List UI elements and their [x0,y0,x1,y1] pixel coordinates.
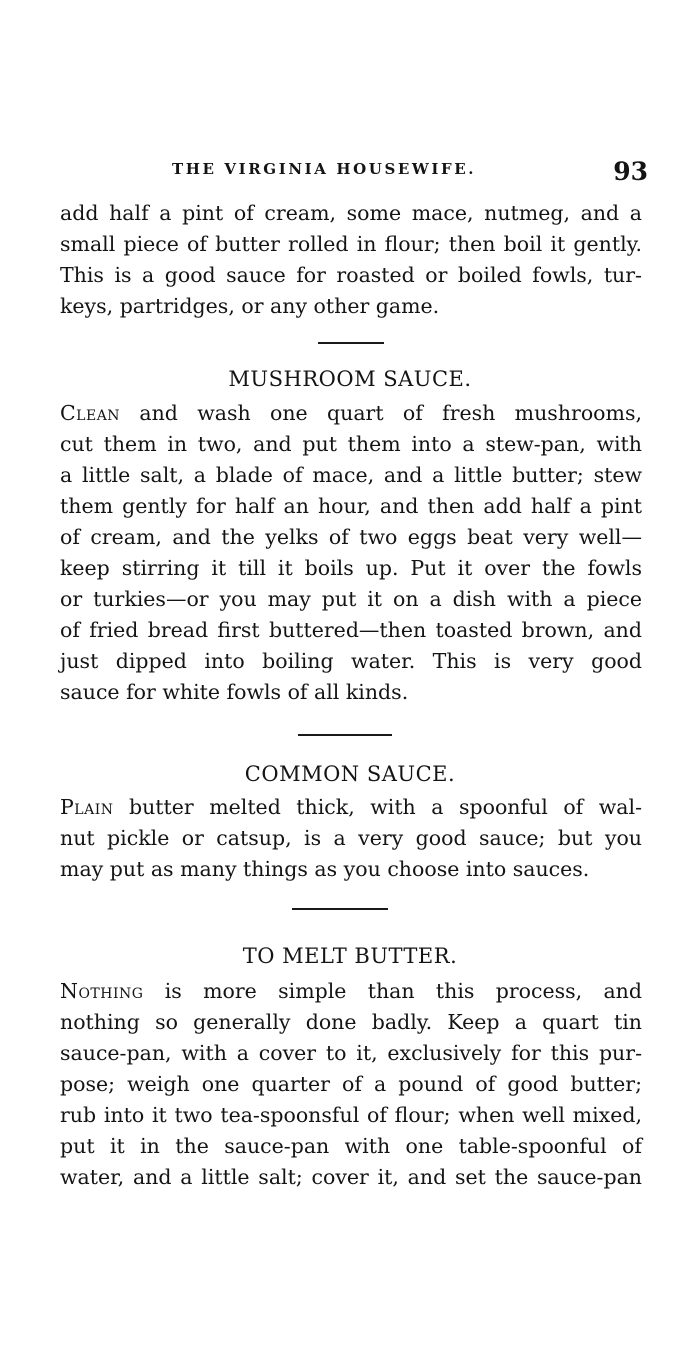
text-line: This is a good sauce for roasted or boiled fowls, tur- [60,263,642,287]
text-line: cut them in two, and put them into a stew-pan, with [60,432,642,456]
section-heading-to-melt-butter: TO MELT BUTTER. [242,944,458,968]
text-line: keys, partridges, or any other game. [60,294,440,318]
text-line: Plain butter melted thick, with a spoonful of wal- [60,795,642,819]
text-line: of fried bread first buttered—then toasted brown, and [60,618,642,642]
text-line: Clean and wash one quart of fresh mushrooms, [60,401,642,425]
text-line: add half a pint of cream, some mace, nutmeg, and a [60,201,642,225]
text-line: them gently for half an hour, and then add half a pint [60,494,642,518]
common-sauce-paragraph [60,792,642,885]
melt-butter-paragraph [60,976,642,1193]
mushroom-sauce-paragraph [60,398,642,708]
text-line: of cream, and the yelks of two eggs beat very well— [60,525,642,549]
intro-paragraph [60,198,642,322]
section-divider [298,734,392,736]
text-line: Nothing is more simple than this process, and [60,979,642,1003]
text-line: sauce for white fowls of all kinds. [60,680,409,704]
text-line: sauce-pan, with a cover to it, exclusively for this pur- [60,1041,642,1065]
section-heading-mushroom-sauce: MUSHROOM SAUCE. [228,367,472,391]
text-line: keep stirring it till it boils up. Put it over the fowls [60,556,642,580]
text-line: pose; weigh one quarter of a pound of good butter; [60,1072,642,1096]
section-divider [292,908,388,910]
text-line: just dipped into boiling water. This is very good [60,649,642,673]
section-divider [318,342,384,344]
text-line: may put as many things as you choose into sauces. [60,857,590,881]
text-line: water, and a little salt; cover it, and set the sauce-pan [60,1165,642,1189]
running-head: THE VIRGINIA HOUSEWIFE. [172,160,477,178]
text-line: nut pickle or catsup, is a very good sauce; but you [60,826,642,850]
lead-word: Clean [60,401,121,425]
text-line: a little salt, a blade of mace, and a little butter; stew [60,463,642,487]
lead-word: Plain [60,795,114,819]
lead-word: Nothing [60,979,144,1003]
text-line: put it in the sauce-pan with one table-spoonful of [60,1134,642,1158]
section-heading-common-sauce: COMMON SAUCE. [244,762,456,786]
text-line: rub into it two tea-spoonsful of flour; when well mixed, [60,1103,642,1127]
text-line: nothing so generally done badly. Keep a quart tin [60,1010,642,1034]
text-line: or turkies—or you may put it on a dish with a piece [60,587,642,611]
page-number: 93 [613,157,648,186]
text-line: small piece of butter rolled in flour; then boil it gently. [60,232,642,256]
